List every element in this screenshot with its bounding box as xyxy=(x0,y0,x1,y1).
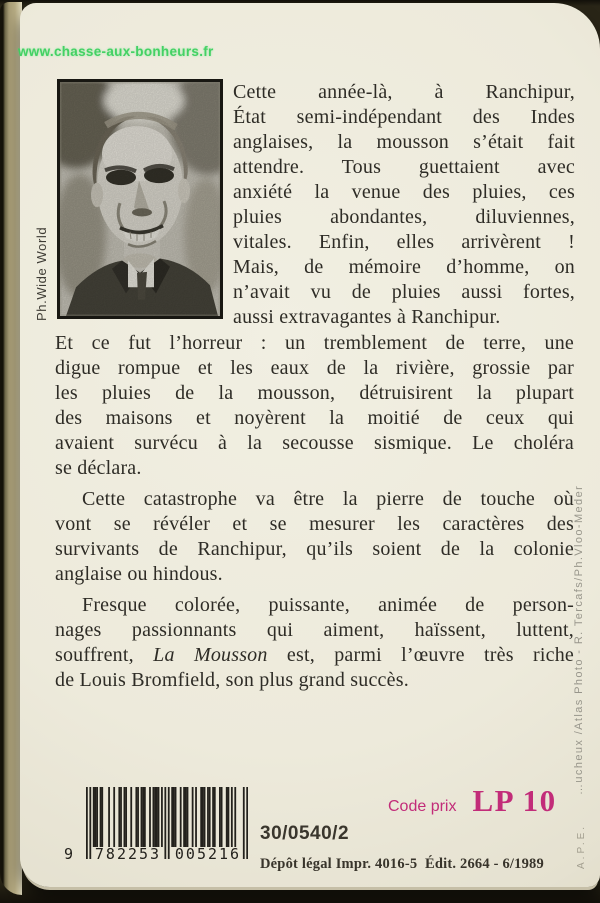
paragraph xyxy=(55,331,574,481)
text-line: attendre. Tous guettaient avec xyxy=(233,156,575,178)
text-line: Fresque colorée, puissante, animée de person- xyxy=(82,594,574,616)
price-label: Code prix xyxy=(388,798,457,815)
author-photo-frame xyxy=(57,79,223,319)
paragraph xyxy=(55,487,574,587)
text-line: Mais, de mémoire d’homme, on xyxy=(233,256,575,278)
text-line: Cette catastrophe va être la pierre de touche où xyxy=(82,488,574,510)
book-back-cover xyxy=(20,3,600,887)
text-line: Cette année-là, à Ranchipur, xyxy=(233,81,575,103)
website-watermark: www.chasse-aux-bonheurs.fr xyxy=(18,44,214,59)
text-line: anglaise ou hindous. xyxy=(55,563,223,585)
paragraph xyxy=(55,593,574,693)
text-line: anglaises, la mousson s’était fait xyxy=(233,131,575,153)
photo-credits-vertical: …ucheux /Atlas Photo - R. Tercafs/Ph.Vloo-Meder xyxy=(573,484,585,795)
legal-deposit-line: Dépôt légal Impr. 4016-5 Édit. 2664 - 6/1989 xyxy=(260,856,544,872)
price-block xyxy=(388,783,557,819)
ean13-barcode xyxy=(62,787,282,879)
blurb-full xyxy=(55,331,574,699)
barcode-digit-group-1: 782253 xyxy=(94,845,162,863)
text-line: digue rompue et les eaux de la rivière, grossie par xyxy=(55,357,574,379)
text-line: aussi extravagantes à Ranchipur. xyxy=(233,306,501,328)
credit-fragment-vertical: A.P.E. xyxy=(576,823,587,869)
text-line: vont se révéler et se mesurer les caractères des xyxy=(55,513,574,535)
text-line: des maisons et noyèrent la moitié de ceux qui xyxy=(55,407,574,429)
price-code: LP 10 xyxy=(472,783,557,818)
text-line: nages passionnants qui aiment, haïssent, luttent, xyxy=(55,619,574,641)
text-line: se déclara. xyxy=(55,457,142,479)
text-line: les pluies de la mousson, détruisirent la plupart xyxy=(55,382,574,404)
text-line: souffrent, La Mousson est, parmi l’œuvre très riche xyxy=(55,644,574,666)
text-line: n’avait vu de pluies aussi fortes, xyxy=(233,281,575,303)
barcode-digit-group-2: 005216 xyxy=(174,845,242,863)
barcode-digit-left: 9 xyxy=(64,845,76,863)
text-line: Et ce fut l’horreur : un tremblement de terre, une xyxy=(55,332,574,354)
text-line: vitales. Enfin, elles arrivèrent ! xyxy=(233,231,575,253)
text-line: avaient survécu à la secousse sismique. Le choléra xyxy=(55,432,574,454)
text-line: survivants de Ranchipur, qu’ils soient de la colonie xyxy=(55,538,574,560)
book-page-edges xyxy=(0,2,22,895)
text-line: anxiété la venue des pluies, ces xyxy=(233,181,575,203)
text-line: État semi-indépendant des Indes xyxy=(233,106,575,128)
blurb-column xyxy=(233,80,575,336)
text-line: pluies abondantes, diluviennes, xyxy=(233,206,575,228)
photo-credit-vertical-label: Ph.Wide World xyxy=(34,226,49,321)
author-portrait xyxy=(60,82,220,316)
paragraph xyxy=(233,80,575,330)
text-line: de Louis Bromfield, son plus grand succès. xyxy=(55,669,409,691)
reference-number: 30/0540/2 xyxy=(260,823,350,844)
